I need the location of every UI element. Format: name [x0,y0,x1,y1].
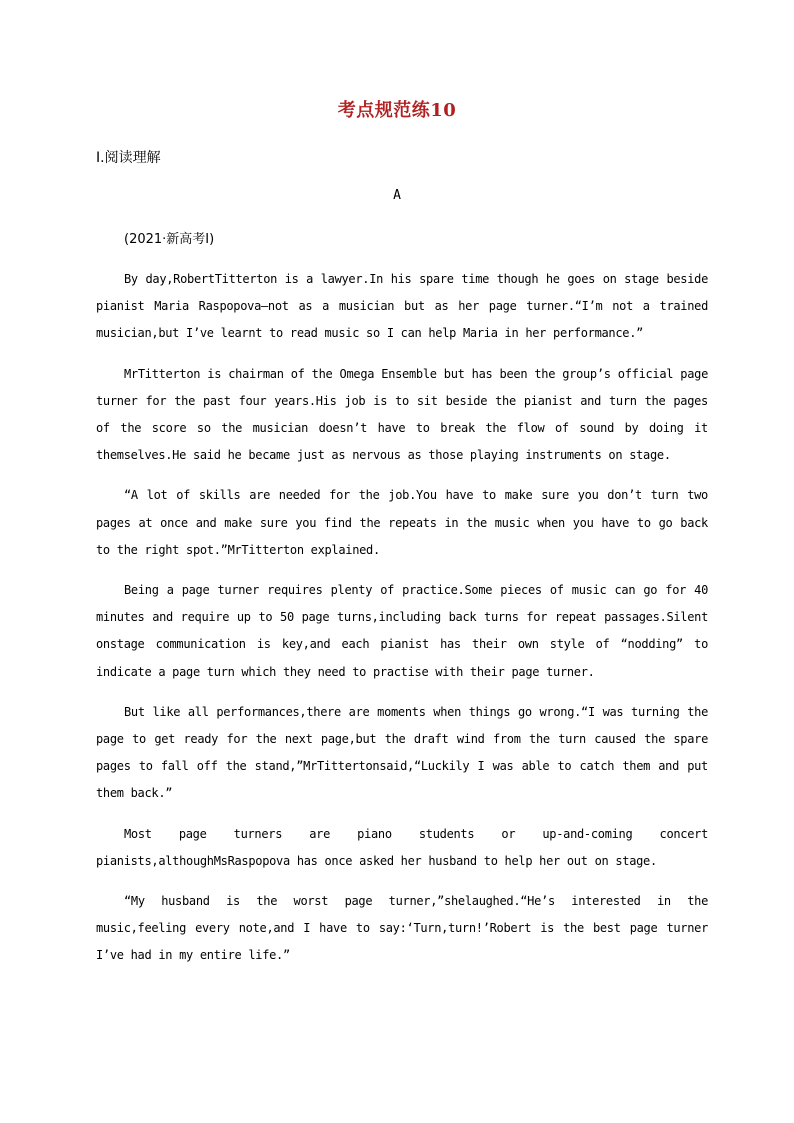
section-heading: Ⅰ.阅读理解 [96,150,161,166]
paragraph: “A lot of skills are needed for the job.You have to make sure you don’t turn two pages at once and make sure you find the repeats in the music when you have to go back to the right spot.”MrTitterton explained. [96,488,708,557]
paragraph: “My husband is the worst page turner,”shelaughed.“He’s interested in the music,feeling every note,and I have to say:‘Turn,turn!’Robert is the best page turner I’ve had in my entire life.” [96,894,708,963]
passage-source: (2021·新高考Ⅰ) [124,232,215,247]
passage-body [96,266,708,983]
passage-letter: A [393,188,401,203]
paragraph: But like all performances,there are moments when things go wrong.“I was turning the page to get ready for the next page,but the draft wind from the turn caused the spare pages to fall off the stand,”MrTittertonsaid,“Luckily I was able to catch them and put them back.” [96,704,708,801]
paragraph: Most page turners are piano students or up-and-coming concert pianists,althoughMsRaspopova has once asked her husband to help her out on stage. [96,826,708,868]
paragraph: By day,RobertTitterton is a lawyer.In his spare time though he goes on stage beside pianist Maria Raspopova—not as a musician but as her page turner.“I’m not a trained musician,but I’ve learnt to read music so I can help Maria in her performance.” [96,272,708,341]
paragraph: Being a page turner requires plenty of practice.Some pieces of music can go for 40 minutes and require up to 50 page turns,including back turns for repeat passages.Silent onstage communication is key,and each pianist has their own style of “nodding” to indicate a page turn which they need to practise with their page turner. [96,583,708,679]
page-title: 考点规范练10 [337,100,457,121]
paragraph: MrTitterton is chairman of the Omega Ensemble but has been the group’s official page turner for the past four years.His job is to sit beside the pianist and turn the pages of the score so the musician doesn’t have to break the flow of sound by doing it themselves.He said he became just as nervous as those playing instruments on stage. [96,366,708,463]
